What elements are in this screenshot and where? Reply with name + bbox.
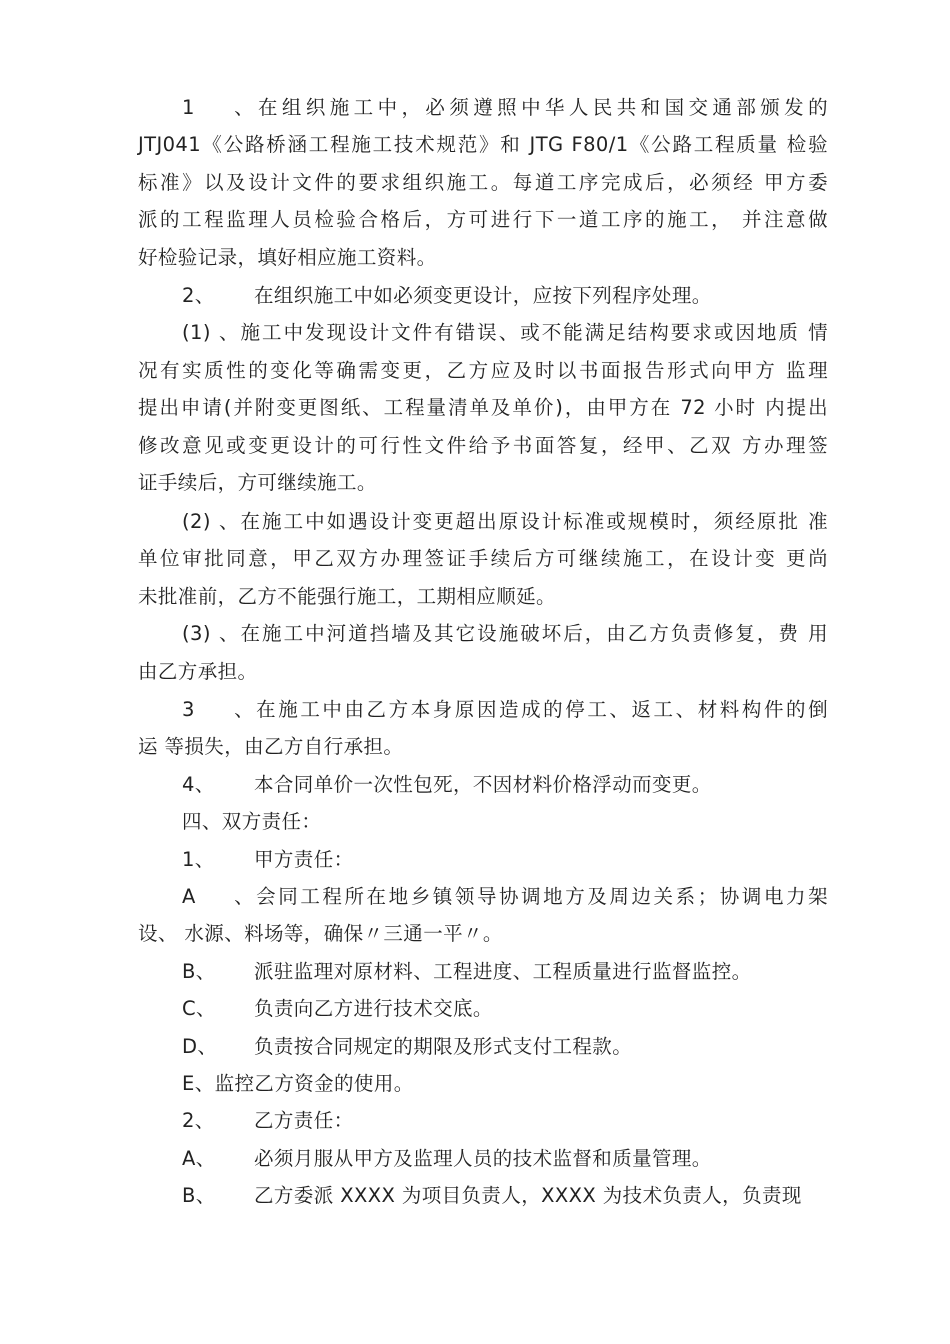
section-heading: 四、双方责任：	[182, 810, 322, 833]
item-b-line	[182, 1184, 828, 1208]
clause-text: 本合同单价一次性包死，不因材料价格浮动而变更。	[254, 773, 712, 796]
item-c-line	[182, 997, 828, 1021]
item-d-line	[182, 1035, 828, 1059]
text-line: 单位审批同意，甲乙双方办理签证手续后方可继续施工，在设计变 更尚	[138, 547, 828, 570]
subclause-3-line: (3) 、在施工中河道挡墙及其它设施破坏后，由乙方负责修复，费 用	[182, 622, 828, 645]
clause-text: 甲方责任：	[254, 848, 354, 871]
item-letter: B、	[182, 1184, 216, 1207]
clause-number: 3、	[182, 698, 254, 721]
text-line: 证手续后，方可继续施工。	[138, 471, 377, 494]
text-line: 标准》以及设计文件的要求组织施工。每道工序完成后，必须经 甲方委	[138, 171, 828, 194]
text-line: 由乙方承担。	[138, 660, 258, 683]
clause-3-line	[182, 698, 828, 722]
clause-text: 在组织施工中如必须变更设计，应按下列程序处理。	[254, 284, 712, 307]
item-letter: A、	[182, 1147, 216, 1170]
text-line: 好检验记录，填好相应施工资料。	[138, 246, 437, 269]
text-line: 运 等损失，由乙方自行承担。	[138, 735, 404, 758]
text-line: 提出申请(并附变更图纸、工程量清单及单价)，由甲方在 72 小时 内提出	[138, 396, 828, 419]
party-b-heading	[182, 1109, 828, 1133]
clause-1-line	[182, 96, 828, 120]
item-b-line	[182, 960, 828, 984]
party-a-heading	[182, 848, 828, 872]
item-letter: D、	[182, 1035, 218, 1058]
clause-number: 1、	[182, 848, 215, 871]
item-text: 派驻监理对原材料、工程进度、工程质量进行监督监控。	[254, 960, 752, 983]
clause-2-line	[182, 284, 828, 308]
clause-number: 2、	[182, 284, 215, 307]
text-line: 派的工程监理人员检验合格后，方可进行下一道工序的施工， 并注意做	[138, 208, 828, 231]
clause-4-line	[182, 773, 828, 797]
subclause-1-line: (1) 、施工中发现设计文件有错误、或不能满足结构要求或因地质 情	[182, 321, 828, 344]
item-text: 负责向乙方进行技术交底。	[254, 997, 493, 1020]
text-line: JTJ041《公路桥涵工程施工技术规范》和 JTG F80/1《公路工程质量 检验	[138, 133, 828, 156]
item-a-line	[182, 885, 828, 909]
text-line: 修改意见或变更设计的可行性文件给予书面答复，经甲、乙双 方办理签	[138, 434, 828, 457]
item-letter: A、	[182, 885, 254, 908]
item-text: 会同工程所在地乡镇领导协调地方及周边关系；协调电力架	[254, 885, 828, 908]
text-line: 况有实质性的变化等确需变更，乙方应及时以书面报告形式向甲方 监理	[138, 359, 828, 382]
item-e-line: E、监控乙方资金的使用。	[182, 1072, 414, 1095]
clause-text: 乙方责任：	[254, 1109, 354, 1132]
clause-text: 在组织施工中，必须遵照中华人民共和国交通部颁发的	[254, 96, 828, 119]
item-text: 必须月服从甲方及监理人员的技术监督和质量管理。	[254, 1147, 712, 1170]
clause-number: 2、	[182, 1109, 215, 1132]
clause-number: 4、	[182, 773, 215, 796]
item-letter: B、	[182, 960, 216, 983]
clause-number: 1、	[182, 96, 254, 119]
subclause-2-line: (2) 、在施工中如遇设计变更超出原设计标准或规模时，须经原批 准	[182, 510, 828, 533]
clause-text: 在施工中由乙方本身原因造成的停工、返工、材料构件的倒	[254, 698, 828, 721]
text-line: 未批准前，乙方不能强行施工，工期相应顺延。	[138, 585, 556, 608]
item-letter: C、	[182, 997, 216, 1020]
text-line: 设、 水源、料场等，确保〃三通一平〃。	[138, 922, 503, 945]
item-a-line	[182, 1147, 828, 1171]
item-text: 负责按合同规定的期限及形式支付工程款。	[254, 1035, 633, 1058]
item-text: 乙方委派 XXXX 为项目负责人，XXXX 为技术负责人，负责现	[254, 1184, 802, 1207]
